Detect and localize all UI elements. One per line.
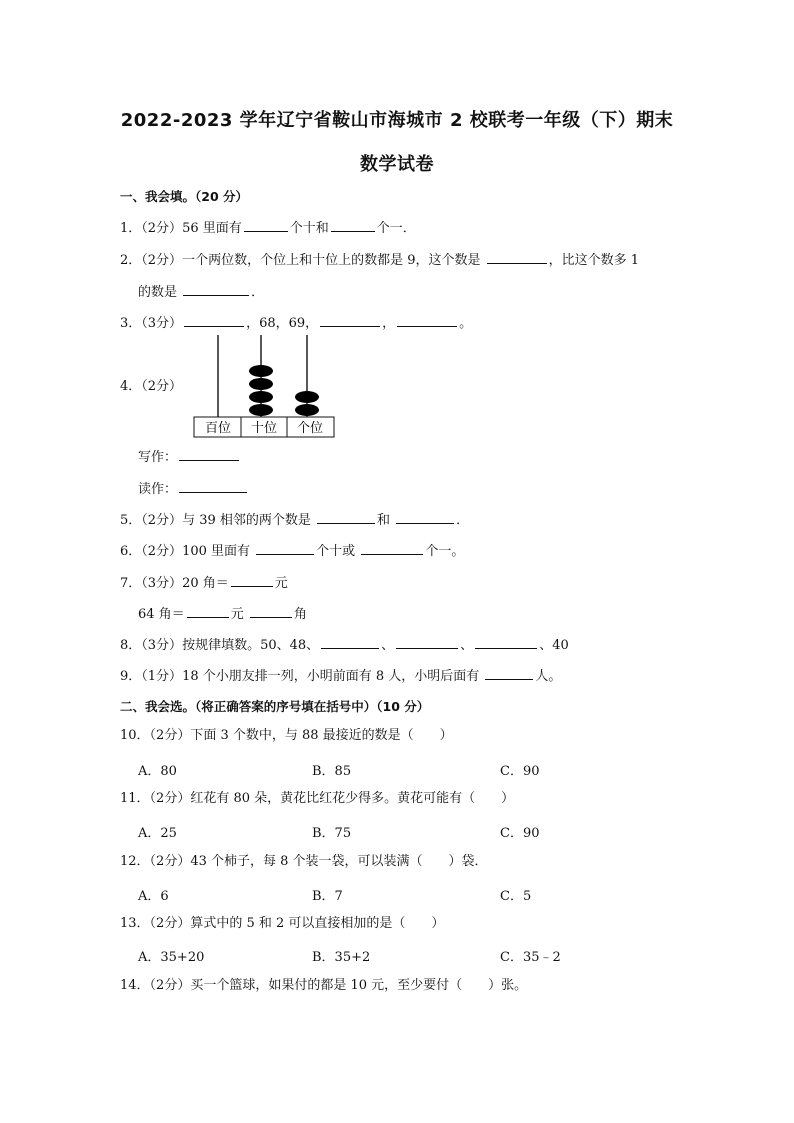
abacus-label-hundreds: 百位	[204, 421, 232, 436]
question-text: 。	[459, 316, 473, 331]
question-text: 56 里面有	[182, 221, 242, 236]
question-points: （1分）	[141, 669, 183, 684]
answer-blank[interactable]	[321, 634, 379, 649]
question-points: （3分）	[141, 576, 183, 591]
question-2-continued	[138, 281, 264, 302]
answer-blank[interactable]	[179, 446, 239, 461]
question-1	[120, 217, 416, 238]
question-number: 6．	[120, 544, 142, 559]
answer-blank[interactable]	[485, 665, 533, 680]
question-text: 元	[230, 607, 244, 622]
question-points: （2分）	[141, 253, 183, 268]
answer-blank[interactable]	[396, 509, 454, 524]
option-b[interactable]: B．35+2	[312, 950, 371, 965]
answer-blank[interactable]	[317, 509, 375, 524]
question-points: （2分）	[149, 916, 191, 931]
question-text: 算式中的 5 和 2 可以直接相加的是（ ）	[190, 916, 445, 931]
answer-blank[interactable]	[184, 312, 244, 327]
question-text: 元	[274, 576, 288, 591]
question-7	[120, 572, 288, 593]
question-text: 和	[377, 513, 391, 528]
exam-title-line1: 2022-2023 学年辽宁省鞍山市海城市 2 校联考一年级（下）期末	[120, 110, 674, 131]
question-number: 14．	[120, 978, 150, 993]
question-points: （2分）	[141, 513, 183, 528]
question-number: 5．	[120, 513, 142, 528]
question-text: 100 里面有	[182, 544, 251, 559]
question-text: 红花有 80 朵，黄花比红花少得多。黄花可能有（ ）	[190, 791, 515, 806]
question-text: 个十或	[316, 544, 356, 559]
question-points: （2分）	[141, 221, 183, 236]
exam-title-line2: 数学试卷	[360, 154, 434, 175]
question-3	[120, 312, 472, 333]
answer-blank[interactable]	[183, 281, 249, 296]
question-text: 20 角＝	[182, 576, 229, 591]
question-text: 按规律填数。50、48、	[182, 638, 320, 653]
answer-blank[interactable]	[331, 217, 375, 232]
abacus-figure	[193, 335, 335, 438]
option-b[interactable]: B．7	[312, 889, 343, 904]
question-text: 个十和	[289, 221, 329, 236]
question-8	[120, 634, 569, 655]
question-4	[120, 378, 182, 396]
answer-blank[interactable]	[179, 478, 247, 493]
answer-blank[interactable]	[250, 603, 292, 618]
question-14	[120, 977, 527, 995]
question-6	[120, 540, 464, 561]
answer-blank[interactable]	[187, 603, 229, 618]
question-number: 10．	[120, 728, 150, 743]
question-text: 人。	[535, 669, 562, 684]
question-text: 、40	[539, 638, 569, 653]
answer-blank[interactable]	[361, 540, 423, 555]
question-4-read	[138, 478, 249, 499]
question-text: 与 39 相邻的两个数是	[182, 513, 311, 528]
question-13	[120, 915, 444, 933]
question-number: 11．	[120, 791, 150, 806]
question-points: （3分）	[141, 316, 183, 331]
answer-blank[interactable]	[487, 249, 547, 264]
section-heading-fill: 一、我会填。（20 分）	[120, 189, 248, 204]
question-text: ．	[251, 285, 265, 300]
question-text: 买一个篮球，如果付的都是 10 元，至少要付（ ）张。	[190, 978, 528, 993]
answer-blank[interactable]	[320, 312, 380, 327]
question-10	[120, 727, 453, 745]
option-a[interactable]: A．6	[138, 889, 169, 904]
question-text: 一个两位数，个位上和十位上的数都是 9，这个数是	[182, 253, 481, 268]
option-c[interactable]: C．90	[500, 826, 540, 841]
option-c[interactable]: C．35﹣2	[500, 950, 561, 965]
question-number: 1．	[120, 221, 142, 236]
question-number: 9．	[120, 669, 142, 684]
question-points: （2分）	[141, 379, 183, 394]
answer-blank[interactable]	[475, 634, 537, 649]
question-text: 、	[460, 638, 474, 653]
option-b[interactable]: B．75	[312, 826, 352, 841]
answer-blank[interactable]	[231, 572, 273, 587]
section-heading-choose: 二、我会选。（将正确答案的序号填在括号中）（10 分）	[120, 699, 430, 714]
question-text: 个一．	[376, 221, 416, 236]
question-text: 角	[293, 607, 307, 622]
question-text: 18 个小朋友排一列，小明前面有 8 人，小明后面有	[182, 669, 480, 684]
option-c[interactable]: C．90	[500, 764, 540, 779]
question-12	[120, 853, 488, 871]
option-a[interactable]: A．80	[138, 764, 177, 779]
question-7-continued	[138, 603, 307, 624]
option-a[interactable]: A．25	[138, 826, 177, 841]
question-number: 3．	[120, 316, 142, 331]
question-number: 13．	[120, 916, 150, 931]
question-text: ，68，69，	[246, 316, 319, 331]
option-b[interactable]: B．85	[312, 764, 352, 779]
question-text: 写作：	[138, 450, 178, 465]
question-points: （2分）	[141, 544, 183, 559]
question-text: ．	[456, 513, 470, 528]
question-points: （2分）	[149, 854, 191, 869]
answer-blank[interactable]	[256, 540, 314, 555]
option-a[interactable]: A．35+20	[138, 950, 205, 965]
question-points: （2分）	[149, 728, 191, 743]
question-text: ，	[382, 316, 396, 331]
answer-blank[interactable]	[397, 312, 457, 327]
question-number: 12．	[120, 854, 150, 869]
question-number: 4．	[120, 379, 142, 394]
question-text: 个一。	[425, 544, 465, 559]
question-text: 43 个柿子，每 8 个装一袋，可以装满（ ）袋．	[190, 854, 488, 869]
question-11	[120, 790, 514, 808]
question-2	[120, 249, 639, 270]
question-points: （2分）	[149, 978, 191, 993]
question-text: 读作：	[138, 482, 178, 497]
option-c[interactable]: C．5	[500, 889, 532, 904]
question-9	[120, 665, 561, 686]
abacus-label-ones: 个位	[296, 421, 324, 436]
question-text: ，比这个数多 1	[548, 253, 640, 268]
question-text: 下面 3 个数中，与 88 最接近的数是（ ）	[190, 728, 453, 743]
question-number: 8．	[120, 638, 142, 653]
question-4-write	[138, 446, 241, 467]
question-text: 64 角＝	[138, 607, 185, 622]
answer-blank[interactable]	[244, 217, 288, 232]
question-points: （2分）	[149, 791, 191, 806]
question-points: （3分）	[141, 638, 183, 653]
question-number: 7．	[120, 576, 142, 591]
question-number: 2．	[120, 253, 142, 268]
abacus-label-tens: 十位	[250, 421, 278, 436]
question-text: 、	[381, 638, 395, 653]
question-text: 的数是	[138, 285, 178, 300]
answer-blank[interactable]	[396, 634, 458, 649]
question-5	[120, 509, 469, 530]
